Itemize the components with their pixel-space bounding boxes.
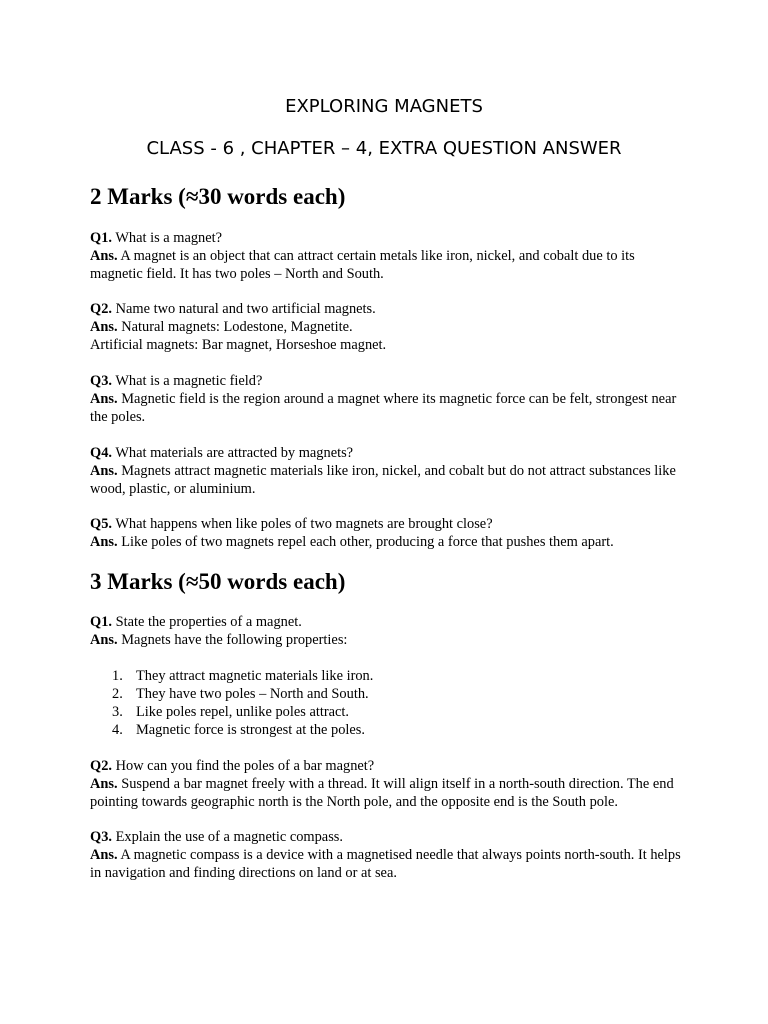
list-item-text: Like poles repel, unlike poles attract. bbox=[136, 704, 349, 720]
question-block bbox=[90, 515, 690, 551]
answer-extra-line: Artificial magnets: Bar magnet, Horseshoe magnet. bbox=[90, 337, 387, 353]
answer-label: Ans. bbox=[90, 319, 118, 335]
document-subtitle: CLASS - 6 , CHAPTER – 4, EXTRA QUESTION ANSWER bbox=[146, 138, 622, 159]
answer-line bbox=[90, 247, 690, 283]
list-item-number: 1. bbox=[112, 668, 123, 684]
answer-text: Magnets attract magnetic materials like iron, nickel, and cobalt but do not attract substances like wood, plastic, or aluminium. bbox=[90, 463, 676, 497]
question-text: How can you find the poles of a bar magnet? bbox=[115, 758, 375, 774]
list-item-number: 3. bbox=[112, 704, 123, 720]
section-heading-2-marks: 2 Marks (≈30 words each) bbox=[90, 184, 346, 209]
answer-line bbox=[90, 462, 690, 498]
question-label: Q1. bbox=[90, 614, 112, 630]
list-item bbox=[112, 685, 672, 703]
answer-line bbox=[90, 846, 690, 882]
question-line bbox=[90, 757, 690, 775]
answer-label: Ans. bbox=[90, 391, 118, 407]
question-label: Q5. bbox=[90, 516, 112, 532]
list-item-number: 2. bbox=[112, 686, 123, 702]
list-item-text: They have two poles – North and South. bbox=[136, 686, 369, 702]
answer-text: A magnetic compass is a device with a magnetised needle that always points north-south. It helps in navigation and finding directions on land or at sea. bbox=[90, 847, 681, 881]
question-line bbox=[90, 300, 690, 318]
answer-text: Suspend a bar magnet freely with a thread. It will align itself in a north-south direction. The end pointing towards geographic north is the North pole, and the opposite end is the South pole. bbox=[90, 776, 674, 810]
answer-line bbox=[90, 775, 690, 811]
question-block bbox=[90, 757, 690, 811]
question-label: Q3. bbox=[90, 829, 112, 845]
question-line bbox=[90, 828, 690, 846]
question-line bbox=[90, 444, 690, 462]
answer-label: Ans. bbox=[90, 776, 118, 792]
question-label: Q4. bbox=[90, 445, 112, 461]
question-label: Q2. bbox=[90, 758, 112, 774]
list-item bbox=[112, 703, 672, 721]
properties-list bbox=[112, 667, 672, 739]
question-label: Q1. bbox=[90, 230, 112, 246]
answer-line bbox=[90, 390, 690, 426]
question-line bbox=[90, 372, 690, 390]
answer-line bbox=[90, 533, 690, 551]
question-text: Explain the use of a magnetic compass. bbox=[115, 829, 343, 845]
question-line bbox=[90, 613, 690, 631]
question-block bbox=[90, 613, 690, 649]
question-text: State the properties of a magnet. bbox=[115, 614, 302, 630]
answer-text: Magnetic field is the region around a magnet where its magnetic force can be felt, strongest near the poles. bbox=[90, 391, 677, 425]
document-title: EXPLORING MAGNETS bbox=[285, 96, 483, 117]
question-text: What materials are attracted by magnets? bbox=[115, 445, 354, 461]
answer-label: Ans. bbox=[90, 847, 118, 863]
question-text: What is a magnet? bbox=[115, 230, 223, 246]
question-label: Q2. bbox=[90, 301, 112, 317]
answer-label: Ans. bbox=[90, 632, 118, 648]
question-block bbox=[90, 828, 690, 882]
question-block bbox=[90, 229, 690, 283]
answer-line bbox=[90, 631, 690, 649]
question-label: Q3. bbox=[90, 373, 112, 389]
question-block bbox=[90, 300, 690, 354]
question-block bbox=[90, 372, 690, 426]
list-item bbox=[112, 721, 672, 739]
question-text: What happens when like poles of two magnets are brought close? bbox=[115, 516, 493, 532]
answer-label: Ans. bbox=[90, 534, 118, 550]
answer-text: Magnets have the following properties: bbox=[121, 632, 348, 648]
question-line bbox=[90, 515, 690, 533]
answer-label: Ans. bbox=[90, 248, 118, 264]
list-item-text: They attract magnetic materials like iron. bbox=[136, 668, 374, 684]
list-item-text: Magnetic force is strongest at the poles. bbox=[136, 722, 365, 738]
answer-text: A magnet is an object that can attract certain metals like iron, nickel, and cobalt due to its magnetic field. It has two poles – North and South. bbox=[90, 248, 635, 282]
list-item-number: 4. bbox=[112, 722, 123, 738]
section-heading-3-marks: 3 Marks (≈50 words each) bbox=[90, 569, 346, 594]
question-text: What is a magnetic field? bbox=[115, 373, 263, 389]
answer-text: Natural magnets: Lodestone, Magnetite. bbox=[121, 319, 353, 335]
answer-label: Ans. bbox=[90, 463, 118, 479]
answer-text: Like poles of two magnets repel each other, producing a force that pushes them apart. bbox=[121, 534, 614, 550]
question-text: Name two natural and two artificial magnets. bbox=[115, 301, 376, 317]
answer-line bbox=[90, 318, 690, 336]
question-block bbox=[90, 444, 690, 498]
list-item bbox=[112, 667, 672, 685]
question-line bbox=[90, 229, 690, 247]
